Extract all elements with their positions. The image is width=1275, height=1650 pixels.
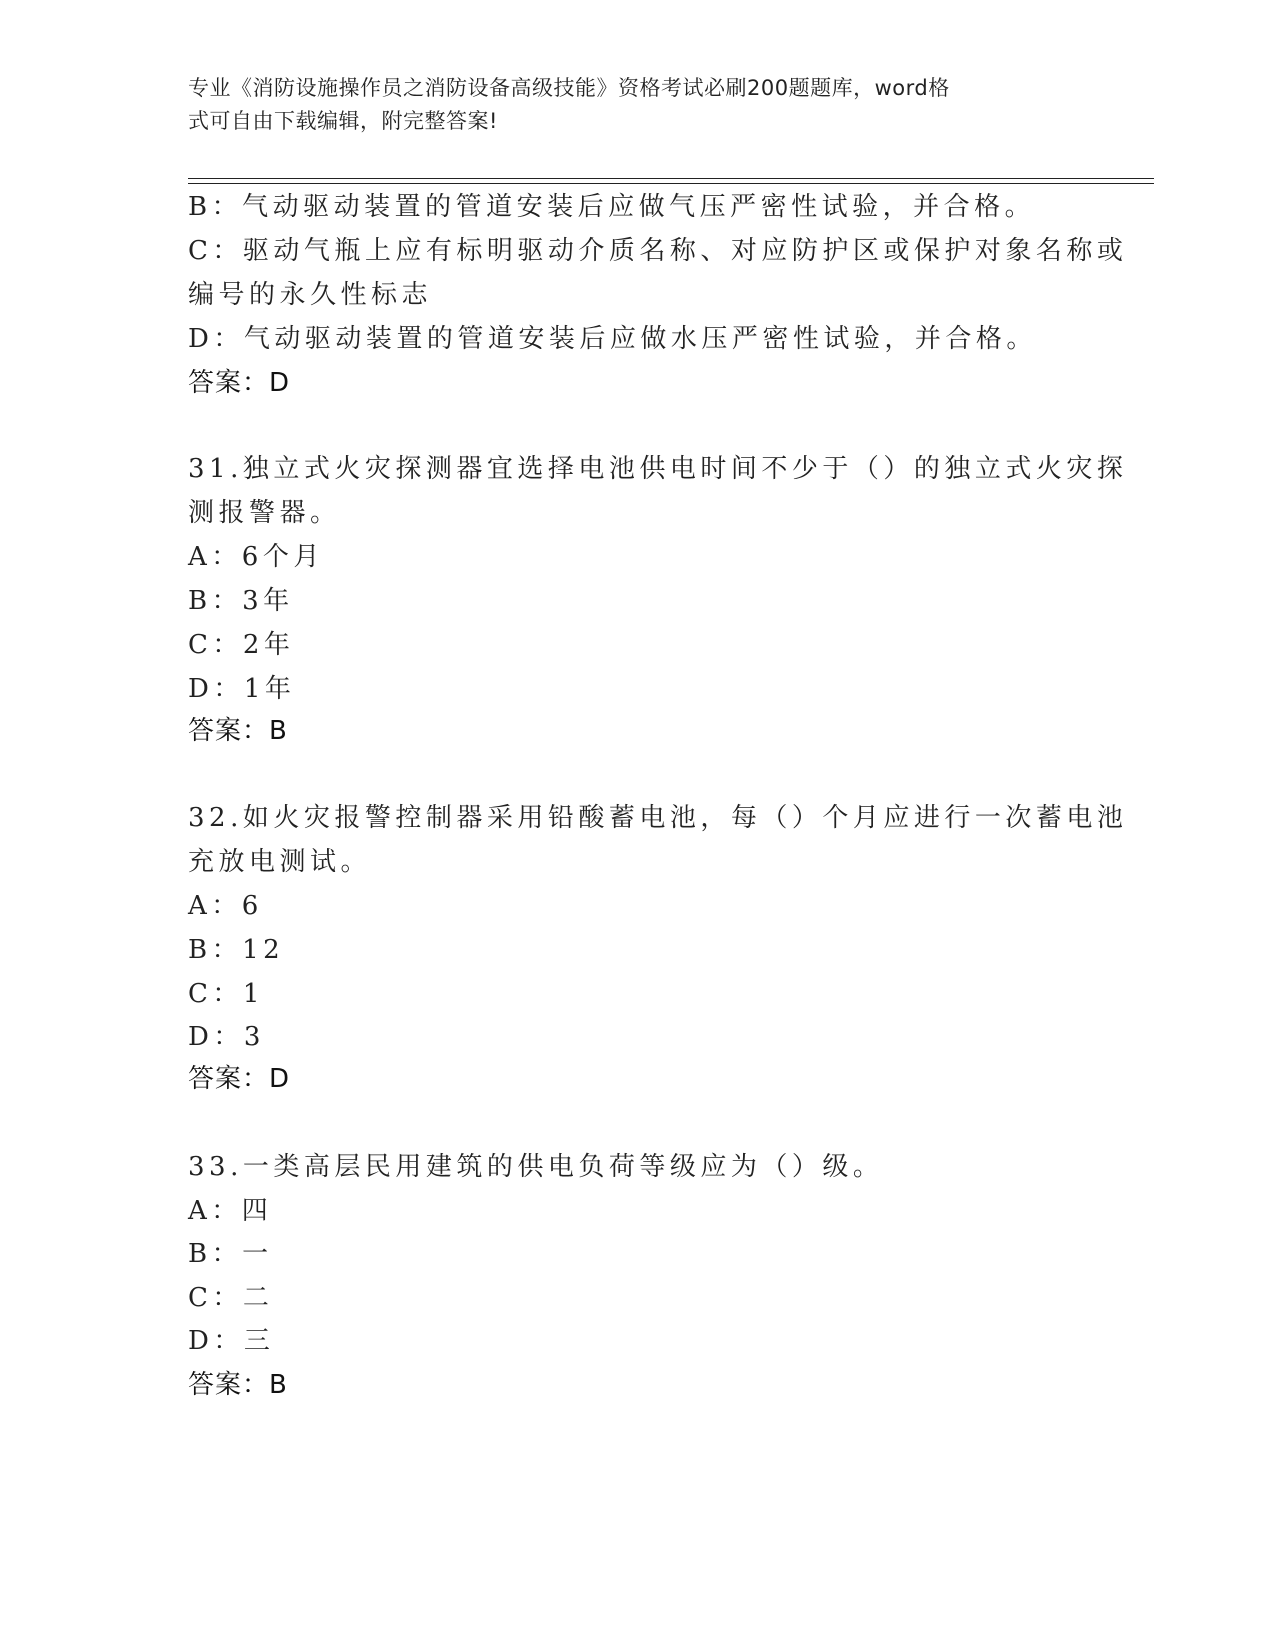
header-line-1: 专业《消防设施操作员之消防设备高级技能》资格考试必刷200题题库，word格 <box>188 76 950 100</box>
q32-answer: 答案：D <box>188 1064 291 1094</box>
q32-option-c: C：1 <box>188 979 264 1009</box>
q32-option-a: A：6 <box>188 891 263 921</box>
q31-stem-line-2: 测报警器。 <box>188 498 341 528</box>
q33-answer: 答案：B <box>188 1370 288 1400</box>
q30-answer: 答案：D <box>188 368 291 398</box>
q31-stem-line-1: 31.独立式火灾探测器宜选择电池供电时间不少于（）的独立式火灾探 <box>188 454 1128 484</box>
header-divider-top <box>188 178 1154 179</box>
header-line-2: 式可自由下载编辑，附完整答案! <box>188 109 498 133</box>
q31-option-d: D：1年 <box>188 674 296 704</box>
q33-option-c: C：二 <box>188 1283 274 1313</box>
q30-option-c-line-1: C：驱动气瓶上应有标明驱动介质名称、对应防护区或保护对象名称或 <box>188 236 1128 266</box>
q32-stem-line-1: 32.如火灾报警控制器采用铅酸蓄电池，每（）个月应进行一次蓄电池 <box>188 803 1128 833</box>
q33-option-a: A：四 <box>188 1196 273 1226</box>
q30-option-b: B：气动驱动装置的管道安装后应做气压严密性试验，并合格。 <box>188 192 1036 222</box>
q32-option-d: D：3 <box>188 1022 265 1052</box>
q33-stem-line-1: 33.一类高层民用建筑的供电负荷等级应为（）级。 <box>188 1152 884 1182</box>
q30-option-d: D：气动驱动装置的管道安装后应做水压严密性试验，并合格。 <box>188 324 1037 354</box>
q31-option-b: B：3年 <box>188 586 294 616</box>
q31-option-a: A：6个月 <box>188 542 324 572</box>
q33-option-d: D：三 <box>188 1326 275 1356</box>
q31-option-c: C：2年 <box>188 630 295 660</box>
q33-option-b: B：一 <box>188 1239 273 1269</box>
q32-option-b: B：12 <box>188 935 285 965</box>
document-header <box>188 72 1068 138</box>
q32-stem-line-2: 充放电测试。 <box>188 847 372 877</box>
q30-option-c-line-2: 编号的永久性标志 <box>188 280 433 310</box>
header-divider-bottom <box>188 183 1154 184</box>
q31-answer: 答案：B <box>188 716 288 746</box>
